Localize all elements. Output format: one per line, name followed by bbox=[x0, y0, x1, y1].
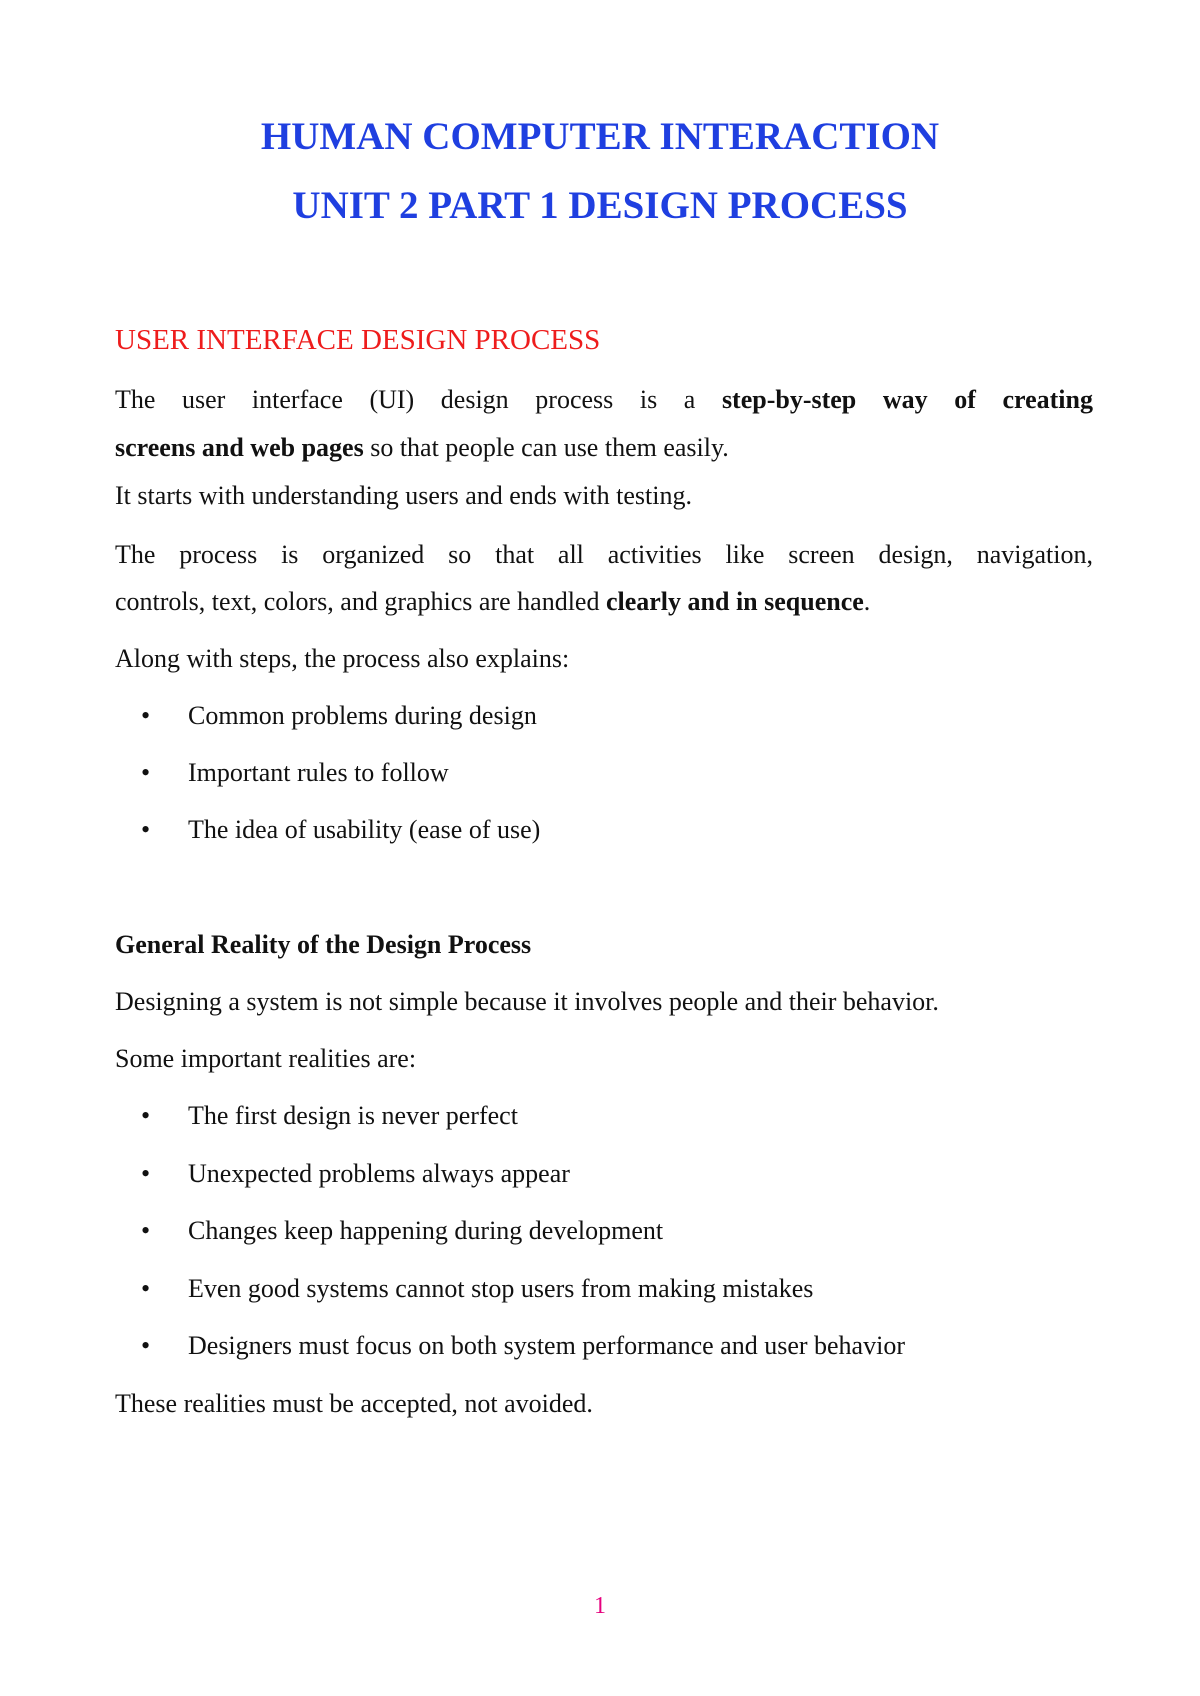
bold-text: step-by-step way of creating bbox=[721, 385, 1093, 414]
subsection-heading-general-reality: General Reality of the Design Process bbox=[115, 930, 532, 959]
bullet-icon: • bbox=[141, 1331, 151, 1360]
bullet-icon: • bbox=[141, 1159, 151, 1188]
list-item-text: Changes keep happening during development bbox=[188, 1216, 664, 1245]
text-run: so that people can use them easily. bbox=[363, 433, 729, 462]
paragraph-some-realities: Some important realities are: bbox=[115, 1044, 417, 1073]
bullet-icon: • bbox=[141, 1101, 151, 1130]
paragraph-ui-definition bbox=[115, 383, 1093, 465]
list-item-text: Designers must focus on both system performance and user behavior bbox=[188, 1331, 905, 1360]
paragraph-process-organized bbox=[115, 538, 1093, 619]
text-run: controls, text, colors, and graphics are handled bbox=[115, 587, 606, 616]
bullet-icon: • bbox=[141, 1216, 151, 1245]
list-item-text: Even good systems cannot stop users from making mistakes bbox=[188, 1274, 814, 1303]
paragraph-line bbox=[115, 585, 1093, 619]
document-title: HUMAN COMPUTER INTERACTION bbox=[260, 115, 940, 158]
text-run: . bbox=[863, 587, 871, 616]
page-number: 1 bbox=[594, 1593, 606, 1619]
text-run: The user interface (UI) design process is a bbox=[115, 385, 722, 414]
bullet-icon: • bbox=[141, 1274, 151, 1303]
paragraph-designing-system: Designing a system is not simple because it involves people and their behavior. bbox=[115, 987, 939, 1016]
document-subtitle: UNIT 2 PART 1 DESIGN PROCESS bbox=[292, 184, 908, 227]
paragraph-closing: These realities must be accepted, not avoided. bbox=[115, 1389, 593, 1418]
bullet-icon: • bbox=[141, 815, 151, 844]
list-item-text: Unexpected problems always appear bbox=[188, 1159, 570, 1188]
list-item-text: The first design is never perfect bbox=[188, 1101, 518, 1130]
bold-text: clearly and in sequence bbox=[605, 587, 864, 616]
paragraph-along-with-steps: Along with steps, the process also explains: bbox=[115, 644, 570, 673]
list-item-text: The idea of usability (ease of use) bbox=[188, 815, 541, 844]
section-heading-ui-design-process: USER INTERFACE DESIGN PROCESS bbox=[115, 324, 601, 356]
list-item-text: Important rules to follow bbox=[188, 758, 449, 787]
bullet-icon: • bbox=[141, 701, 151, 730]
paragraph-line bbox=[115, 383, 1093, 417]
bold-text: screens and web pages bbox=[115, 433, 364, 462]
paragraph-line bbox=[115, 431, 1093, 465]
bullet-icon: • bbox=[141, 758, 151, 787]
paragraph-line: The process is organized so that all activities like screen design, navigation, bbox=[115, 540, 1093, 569]
paragraph-starts-with: It starts with understanding users and ends with testing. bbox=[115, 481, 692, 510]
list-item-text: Common problems during design bbox=[188, 701, 537, 730]
